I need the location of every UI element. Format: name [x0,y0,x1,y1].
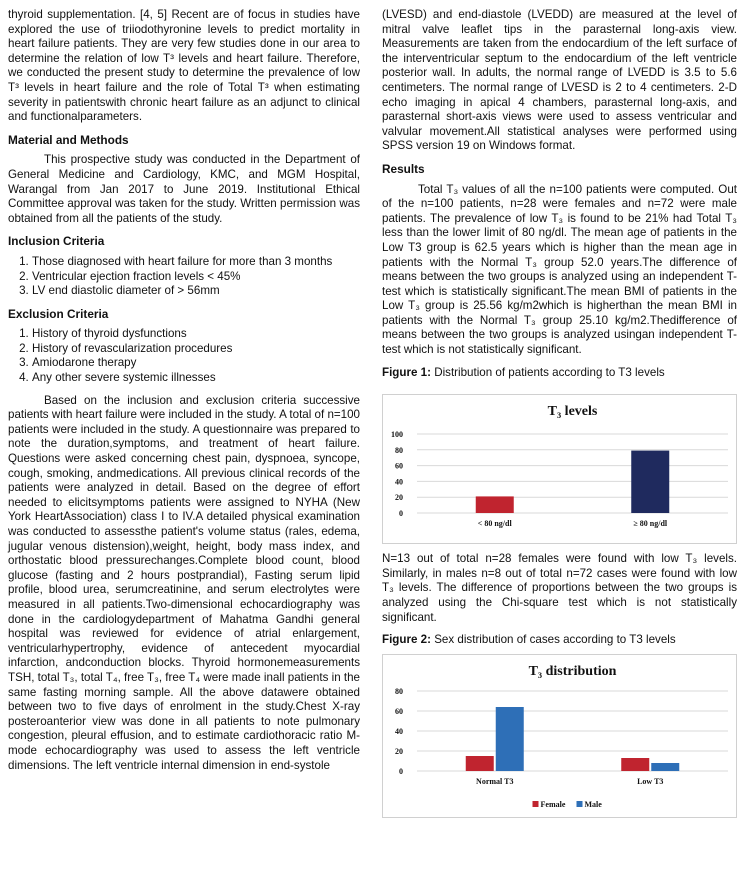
y-tick-label: 40 [395,726,403,736]
methods-paragraph: This prospective study was conducted in the Department of General Medicine and Cardiology, KMC, and MGM Hospital, Warangal from Jan 2017 to June 2019. Institutional Ethical Committee approval was taken for the study. Written permission was obtained from all the patients of the study. [8,153,360,225]
exclusion-heading: Exclusion Criteria [8,306,109,321]
x-tick-label: Normal T3 [476,776,514,786]
chart-bar [476,497,514,514]
y-tick-label: 0 [399,766,403,776]
x-tick-label: ≥ 80 ng/dl [633,519,668,529]
methods-heading: Material and Methods [8,132,129,147]
sex-paragraph: N=13 out of total n=28 females were found with low T₃ levels. Similarly, in males n=8 out of total n=72 cases were found with low T₃ levels. The difference of proportions between the two groups is analyzed using the Chi-square test which is not statistically significant. [382,552,737,624]
y-tick-label: 80 [395,446,403,456]
figure-1-caption [382,366,737,381]
chart-title: T₃ distribution [528,663,617,679]
list-item: 2. History of revascularization procedures [32,342,360,357]
x-tick-label: < 80 ng/dl [477,519,512,529]
y-tick-label: 0 [399,509,403,519]
chart-bar [466,756,494,771]
left-column [8,8,360,773]
figure-2-caption [382,633,737,648]
y-tick-label: 80 [395,686,403,696]
procedure-paragraph: Based on the inclusion and exclusion criteria successive patients with heart failure were included in the study. A total of n=100 patients were included in the study. A questionnaire was prepared to note the duration,symptoms, and treatment of heart failure. Questions were asked concerning chest pain, dyspnoea, syncope, cough, smoking, andmedications. All previous clinical records of the patients were analyzed in detail. Based on the degree of effort needed to elicitsymptoms patients were assigned to NYHA (New York HeartAssociation) class I to IV.A detailed physical examination was conducted to assessthe patient's volume status (rales, edema, jugular venous distension),weight, height, body mass index, and orthostatic blood pressurechanges.Complete blood count, blood glucose (fasting and 2 hours postprandial), Fasting serum lipid profile, blood urea, serumcreatinine, and serum electrolytes were measured in all patients.Two-dimensional echocardiography was done in the cardiologydepartment of Mahatma Gandhi general hospital was reviewed for evidence of atrial enlargement, ventricularhypertrophy, evidence of antecedent myocardial infarction, andconduction blocks. Thyroid hormonemeasurements TSH, total T₃, total T₄, free T₃, free T₄ were made inall patients in the same fasting morning sample. All the above datawere obtained between two to five days of enrolment in the study.Chest X-ray posteroanterior view was done in all patients to note pulmonary congestion, pleural effusion, and to estimate cardiothoracic ratio M-mode echocardiography was used to assess the left ventricle dimensions. The left ventricle internal dimension in end-systole [8,393,361,772]
right-column [382,8,737,818]
inclusion-list [8,255,360,299]
list-item: 2. Ventricular ejection fraction levels < 45% [32,270,360,285]
y-tick-label: 100 [391,430,403,440]
results-heading: Results [382,161,425,176]
chart-bar [631,451,669,513]
list-item: 3. Amiodarone therapy [32,356,360,371]
intro-paragraph: thyroid supplementation. [4, 5] Recent are of focus in studies have explored the use of triiodothyronine levels to predict mortality in heart failure patients. They are very few studies done in our area to determine the relation of low T³ levels and heart failure. Therefore, we conducted the present study to determine the prevalence of low T³ levels in heart failure and the role of Total T³ when estimating severity in patientswith chronic heart failure as an adjunct to clinical and functionalparameters. [8,8,360,124]
chart-bar [621,758,649,771]
echo-paragraph: (LVESD) and end-diastole (LVEDD) are measured at the level of mitral valve leaflet tips in the parasternal long-axis view. Measurements are taken from the endocardium of the left surface of the interventricular septum to the endocardium of the left ventricle posterior wall. In adults, the normal range of LVEDD is 3.5 to 5.6 centimeters. The normal range of LVESD is 2 to 4 centimeters. 2-D echo imaging in apical 4 chambers, parasternal long-axis, and parasternal short-axis views were used to assess ventricular and valvular movement.All statistical analyses were performed using SPSS version 19 on Windows format. [382,8,737,153]
t3-levels-chart [383,395,736,543]
legend-swatch [577,801,583,807]
list-item: 1. Those diagnosed with heart failure for more than 3 months [32,255,360,270]
legend-label: Female [540,799,566,809]
t3-distribution-chart [383,655,736,817]
y-tick-label: 40 [395,477,403,487]
y-tick-label: 20 [395,493,403,503]
list-item: 3. LV end diastolic diameter of > 56mm [32,284,360,299]
y-tick-label: 20 [395,746,403,756]
inclusion-heading: Inclusion Criteria [8,234,105,249]
exclusion-list [8,327,360,385]
figure-2-chart [382,654,737,818]
figure-2-text: Sex distribution of cases according to T3 levels [434,633,676,647]
figure-1-chart [382,394,737,544]
legend-swatch [533,801,539,807]
legend-label: Male [584,799,602,809]
chart-title: T₃ levels [547,404,598,420]
list-item: 4. Any other severe systemic illnesses [32,371,360,386]
list-item: 1. History of thyroid dysfunctions [32,327,360,342]
chart-bar [651,763,679,771]
figure-1-label: Figure 1: [382,365,431,379]
results-paragraph: Total T₃ values of all the n=100 patients were computed. Out of the n=100 patients, n=28 were females and n=72 were male patients. The prevalence of low T₃ is found to be 21% had Total T₃ less than the lower limit of 80 ng/dl. The mean age of patients in the Low T3 group is 62.5 years which is higher than the mean age in patients with the Normal T₃ group 52.0 years.The difference of means between the two groups is analyzed using an independent T-test which is statistically significant.The mean BMI of patients in the Low T₃ group is 25.56 kg/m2which is higherthan the mean BMI in patients with the Normal T₃ group 25.10 kg/m2.Thedifference of means between the two groups is analyzed usingan independent T-test which is not statistically significant. [382,182,737,357]
x-tick-label: Low T3 [637,776,664,786]
y-tick-label: 60 [395,706,403,716]
figure-2-label: Figure 2: [382,633,431,647]
chart-bar [496,707,524,771]
figure-1-text: Distribution of patients according to T3 levels [434,365,665,379]
y-tick-label: 60 [395,461,403,471]
